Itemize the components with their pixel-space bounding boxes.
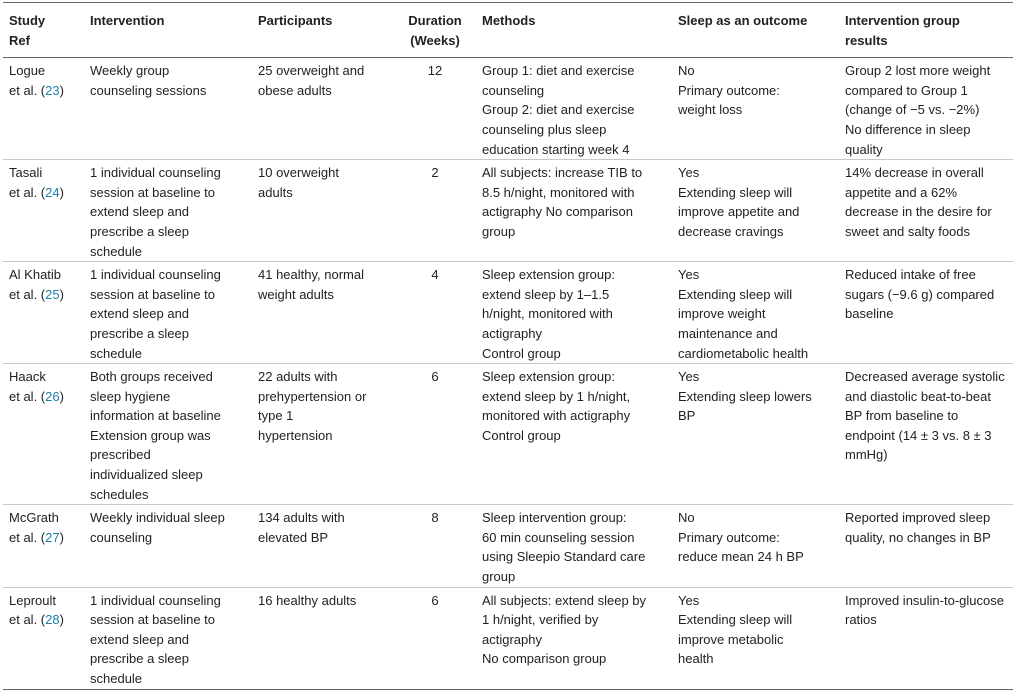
close-paren: ): [59, 612, 64, 628]
text-line: sleep hygiene: [90, 388, 171, 404]
text-line: 1 h/night, verified by: [482, 612, 599, 628]
citation: [9, 610, 78, 630]
text-line: prehypertension or: [258, 388, 367, 404]
text-line: Group 2: diet and exercise: [482, 102, 635, 118]
study-ref-cell: [3, 262, 84, 364]
text-line: prescribe a sleep: [90, 325, 189, 341]
text-line: Primary outcome:: [678, 82, 780, 98]
close-paren: ): [59, 184, 64, 200]
author-name: Haack: [9, 369, 46, 385]
text-line: 134 adults with: [258, 510, 345, 526]
author-name: Leproult: [9, 592, 56, 608]
text-line: weight loss: [678, 102, 743, 118]
text-line: extend sleep and: [90, 631, 190, 647]
close-paren: ): [59, 529, 64, 545]
table-row: [3, 58, 1013, 160]
text-line: adults: [258, 184, 293, 200]
text-line: 22 adults with: [258, 369, 338, 385]
text-line: 8.5 h/night, monitored with: [482, 184, 635, 200]
close-paren: ): [59, 286, 64, 302]
citation: [9, 285, 78, 305]
text-line: Yes: [678, 592, 700, 608]
participants-cell: [252, 262, 394, 364]
methods-cell: [476, 58, 672, 160]
text-line: Decreased average systolic: [845, 369, 1005, 385]
text-line: Both groups received: [90, 369, 213, 385]
text-line: ratios: [845, 612, 877, 628]
text-line: Intervention: [90, 13, 165, 28]
text-line: Study: [9, 13, 46, 28]
et-al-text: et al. (: [9, 388, 46, 404]
text-line: 16 healthy adults: [258, 592, 357, 608]
text-line: Control group: [482, 345, 561, 361]
text-line: actigraphy: [482, 325, 542, 341]
methods-cell: [476, 262, 672, 364]
text-line: education starting week 4: [482, 141, 630, 157]
text-line: Extending sleep will: [678, 612, 793, 628]
text-line: No difference in sleep quality: [845, 121, 971, 157]
text-line: Extension group was: [90, 427, 211, 443]
sleep-outcome-cell: [672, 58, 839, 160]
results-cell: [839, 160, 1013, 262]
text-line: extend sleep by 1–1.5: [482, 286, 610, 302]
duration-cell: 8: [394, 505, 476, 587]
text-line: extend sleep by 1 h/night,: [482, 388, 631, 404]
text-line: hypertension: [258, 427, 333, 443]
study-ref-cell: [3, 58, 84, 160]
et-al-text: et al. (: [9, 82, 46, 98]
study-ref-cell: [3, 160, 84, 262]
participants-cell: [252, 505, 394, 587]
close-paren: ): [59, 82, 64, 98]
text-line: decrease cravings: [678, 223, 784, 239]
text-line: Reported improved sleep: [845, 510, 991, 526]
text-line: session at baseline to: [90, 286, 216, 302]
duration-cell: 4: [394, 262, 476, 364]
et-al-text: et al. (: [9, 529, 46, 545]
reference-link[interactable]: 27: [45, 529, 60, 545]
text-line: All subjects: increase TIB to: [482, 165, 643, 181]
text-line: Sleep intervention group:: [482, 510, 627, 526]
text-line: compared to Group 1: [845, 82, 968, 98]
header-methods: [476, 3, 672, 58]
text-line: sweet and salty foods: [845, 223, 971, 239]
text-line: reduce mean 24 h BP: [678, 549, 804, 565]
text-line: appetite and a 62%: [845, 184, 958, 200]
text-line: schedule: [90, 243, 143, 259]
table-row: [3, 505, 1013, 587]
duration-cell: 12: [394, 58, 476, 160]
text-line: Yes: [678, 165, 700, 181]
methods-cell: [476, 505, 672, 587]
text-line: and diastolic beat-to-beat: [845, 388, 991, 404]
results-cell: [839, 58, 1013, 160]
results-cell: [839, 505, 1013, 587]
text-line: (Weeks): [410, 32, 460, 48]
text-line: prescribed: [90, 447, 151, 463]
reference-link[interactable]: 23: [45, 82, 60, 98]
table-row: [3, 364, 1013, 505]
text-line: extend sleep and: [90, 306, 190, 322]
text-line: Sleep extension group:: [482, 369, 615, 385]
text-line: schedule: [90, 671, 143, 686]
intervention-cell: [84, 58, 252, 160]
sleep-outcome-cell: [672, 160, 839, 262]
header-sleep-outcome: [672, 3, 839, 58]
text-line: (change of −5 vs. −2%): [845, 102, 980, 118]
text-line: mmHg): [845, 447, 888, 463]
table-row: [3, 262, 1013, 364]
study-ref-cell: [3, 505, 84, 587]
close-paren: ): [59, 388, 64, 404]
text-line: Extending sleep will: [678, 286, 793, 302]
text-line: 10 overweight: [258, 165, 339, 181]
text-line: Yes: [678, 267, 700, 283]
text-line: BP from baseline to: [845, 408, 959, 424]
text-line: maintenance and: [678, 325, 778, 341]
text-line: monitored with actigraphy: [482, 408, 631, 424]
text-line: Extending sleep lowers: [678, 388, 812, 404]
text-line: Ref: [9, 32, 30, 48]
duration-cell: 6: [394, 364, 476, 505]
table-row: [3, 587, 1013, 689]
text-line: BP: [678, 408, 696, 424]
table-header: [3, 3, 1013, 58]
header-intervention: [84, 3, 252, 58]
author-name: McGrath: [9, 510, 59, 526]
text-line: 14% decrease in overall: [845, 165, 984, 181]
reference-link[interactable]: 24: [45, 184, 60, 200]
table-row: [3, 160, 1013, 262]
text-line: No comparison group: [482, 651, 607, 667]
text-line: group: [482, 569, 516, 585]
header-row: [3, 3, 1013, 58]
text-line: schedule: [90, 345, 143, 361]
text-line: session at baseline to: [90, 612, 216, 628]
intervention-cell: [84, 364, 252, 505]
text-line: No: [678, 63, 695, 79]
sleep-outcome-cell: [672, 364, 839, 505]
header-results: [839, 3, 1013, 58]
table-body: [3, 58, 1013, 689]
methods-cell: [476, 364, 672, 505]
text-line: Reduced intake of free: [845, 267, 976, 283]
text-line: counseling plus sleep: [482, 121, 607, 137]
text-line: 1 individual counseling: [90, 267, 221, 283]
text-line: Methods: [482, 13, 536, 28]
duration-cell: 2: [394, 160, 476, 262]
sleep-outcome-cell: [672, 262, 839, 364]
text-line: counseling: [90, 529, 153, 545]
text-line: extend sleep and: [90, 204, 190, 220]
citation: [9, 183, 78, 203]
intervention-cell: [84, 160, 252, 262]
text-line: endpoint (14 ± 3 vs. 8 ± 3: [845, 427, 992, 443]
text-line: baseline: [845, 306, 894, 322]
text-line: type 1: [258, 408, 294, 424]
text-line: Yes: [678, 369, 700, 385]
text-line: counseling sessions: [90, 82, 207, 98]
intervention-cell: [84, 587, 252, 689]
header-duration: [394, 3, 476, 58]
author-name: Al Khatib: [9, 267, 62, 283]
results-cell: [839, 364, 1013, 505]
text-line: prescribe a sleep: [90, 223, 189, 239]
text-line: 1 individual counseling: [90, 165, 221, 181]
text-line: 41 healthy, normal: [258, 267, 364, 283]
text-line: Weekly group: [90, 63, 170, 79]
text-line: improve weight: [678, 306, 766, 322]
author-name: Logue: [9, 63, 46, 79]
citation: [9, 81, 78, 101]
text-line: sugars (−9.6 g) compared: [845, 286, 995, 302]
text-line: h/night, monitored with: [482, 306, 613, 322]
text-line: Extending sleep will: [678, 184, 793, 200]
text-line: decrease in the desire for: [845, 204, 992, 220]
author-name: Tasali: [9, 165, 43, 181]
text-line: improve appetite and: [678, 204, 800, 220]
citation: [9, 528, 78, 548]
reference-link[interactable]: 28: [45, 612, 60, 628]
participants-cell: [252, 58, 394, 160]
results-cell: [839, 262, 1013, 364]
text-line: actigraphy No comparison: [482, 204, 634, 220]
text-line: improve metabolic: [678, 631, 784, 647]
study-ref-cell: [3, 587, 84, 689]
text-line: Primary outcome:: [678, 529, 780, 545]
study-ref-cell: [3, 364, 84, 505]
et-al-text: et al. (: [9, 286, 46, 302]
text-line: Intervention group: [845, 13, 960, 28]
et-al-text: et al. (: [9, 612, 46, 628]
text-line: actigraphy: [482, 631, 542, 647]
text-line: information at baseline: [90, 408, 221, 424]
text-line: results: [845, 32, 888, 48]
study-table: [3, 2, 1013, 690]
text-line: Sleep extension group:: [482, 267, 615, 283]
text-line: Group 2 lost more weight: [845, 63, 991, 79]
text-line: schedules: [90, 486, 149, 502]
text-line: Duration: [408, 13, 462, 28]
et-al-text: et al. (: [9, 184, 46, 200]
text-line: All subjects: extend sleep by: [482, 592, 647, 608]
citation: [9, 387, 78, 407]
text-line: quality, no changes in BP: [845, 529, 991, 545]
reference-link[interactable]: 26: [45, 388, 60, 404]
participants-cell: [252, 160, 394, 262]
text-line: group: [482, 223, 516, 239]
text-line: elevated BP: [258, 529, 329, 545]
header-participants: [252, 3, 394, 58]
text-line: Control group: [482, 427, 561, 443]
intervention-cell: [84, 262, 252, 364]
text-line: prescribe a sleep: [90, 651, 189, 667]
text-line: individualized sleep: [90, 467, 203, 483]
intervention-cell: [84, 505, 252, 587]
text-line: weight adults: [258, 286, 334, 302]
participants-cell: [252, 364, 394, 505]
text-line: using Sleepio Standard care: [482, 549, 646, 565]
text-line: Improved insulin-to-glucose: [845, 592, 1004, 608]
reference-link[interactable]: 25: [45, 286, 60, 302]
text-line: session at baseline to: [90, 184, 216, 200]
text-line: No: [678, 510, 695, 526]
text-line: 1 individual counseling: [90, 592, 221, 608]
text-line: 25 overweight and: [258, 63, 365, 79]
text-line: obese adults: [258, 82, 332, 98]
text-line: Group 1: diet and exercise: [482, 63, 635, 79]
text-line: health: [678, 651, 714, 667]
text-line: Participants: [258, 13, 333, 28]
participants-cell: [252, 587, 394, 689]
results-cell: [839, 587, 1013, 689]
duration-cell: 6: [394, 587, 476, 689]
sleep-outcome-cell: [672, 587, 839, 689]
text-line: 60 min counseling session: [482, 529, 635, 545]
text-line: counseling: [482, 82, 545, 98]
methods-cell: [476, 160, 672, 262]
text-line: cardiometabolic health: [678, 345, 809, 361]
text-line: Sleep as an outcome: [678, 13, 808, 28]
header-study-ref: [3, 3, 84, 58]
text-line: Weekly individual sleep: [90, 510, 225, 526]
sleep-outcome-cell: [672, 505, 839, 587]
methods-cell: [476, 587, 672, 689]
